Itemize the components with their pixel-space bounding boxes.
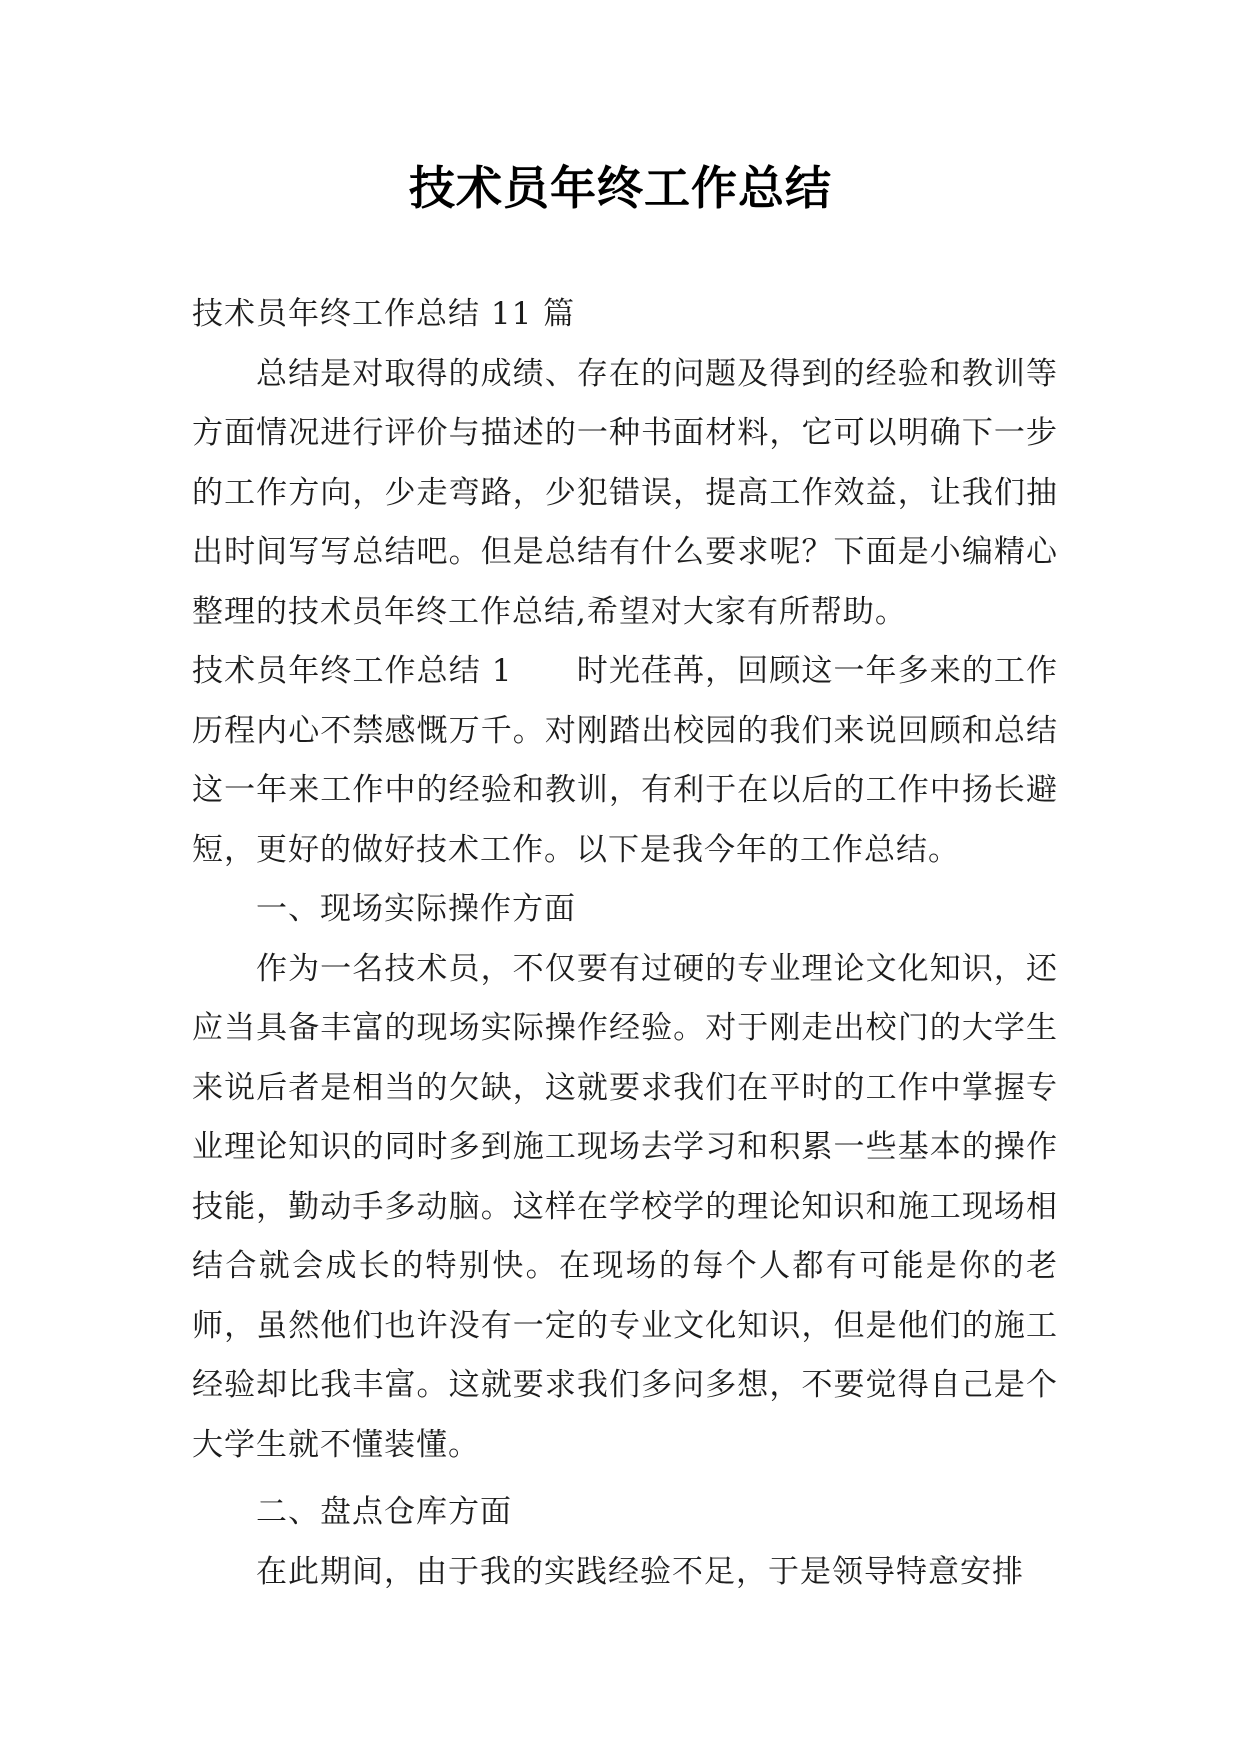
document-title: 技术员年终工作总结 bbox=[409, 161, 832, 215]
onsite-operation-paragraph: 作为一名技术员，不仅要有过硬的专业理论文化知识，还应当具备丰富的现场实际操作经验。对于刚走出校门的大学生来说后者是相当的欠缺，这就要求我们在平时的工作中掌握专业理论知识的同时多到施工现场去学习和积累一些基本的操作技能，勤动手多动脑。这样在学校学的理论知识和施工现场相结合就会成长的特别快。在现场的每个人都有可能是你的老师，虽然他们也许没有一定的专业文化知识，但是他们的施工经验却比我丰富。这就要求我们多问多想，不要觉得自己是个大学生就不懂装懂。 bbox=[192, 950, 1058, 1463]
intro-paragraph: 总结是对取得的成绩、存在的问题及得到的经验和教训等方面情况进行评价与描述的一种书面材料，它可以明确下一步的工作方向，少走弯路，少犯错误，提高工作效益，让我们抽出时间写写总结吧。但是总结有什么要求呢？下面是小编精心整理的技术员年终工作总结,希望对大家有所帮助。 bbox=[192, 355, 1058, 630]
section-heading-warehouse-inventory: 二、盘点仓库方面 bbox=[256, 1494, 512, 1530]
warehouse-inventory-paragraph: 在此期间，由于我的实践经验不足，于是领导特意安排 bbox=[256, 1553, 1024, 1590]
section-heading-onsite-operation: 一、现场实际操作方面 bbox=[256, 891, 576, 927]
summary-1-paragraph: 技术员年终工作总结 1 时光荏苒，回顾这一年多来的工作历程内心不禁感慨万千。对刚踏出校园的我们来说回顾和总结这一年来工作中的经验和教训，有利于在以后的工作中扬长避短，更好的做好技术工作。以下是我今年的工作总结。 bbox=[192, 653, 1058, 868]
document-subtitle: 技术员年终工作总结 11 篇 bbox=[192, 296, 576, 332]
document-body bbox=[192, 285, 1058, 1602]
